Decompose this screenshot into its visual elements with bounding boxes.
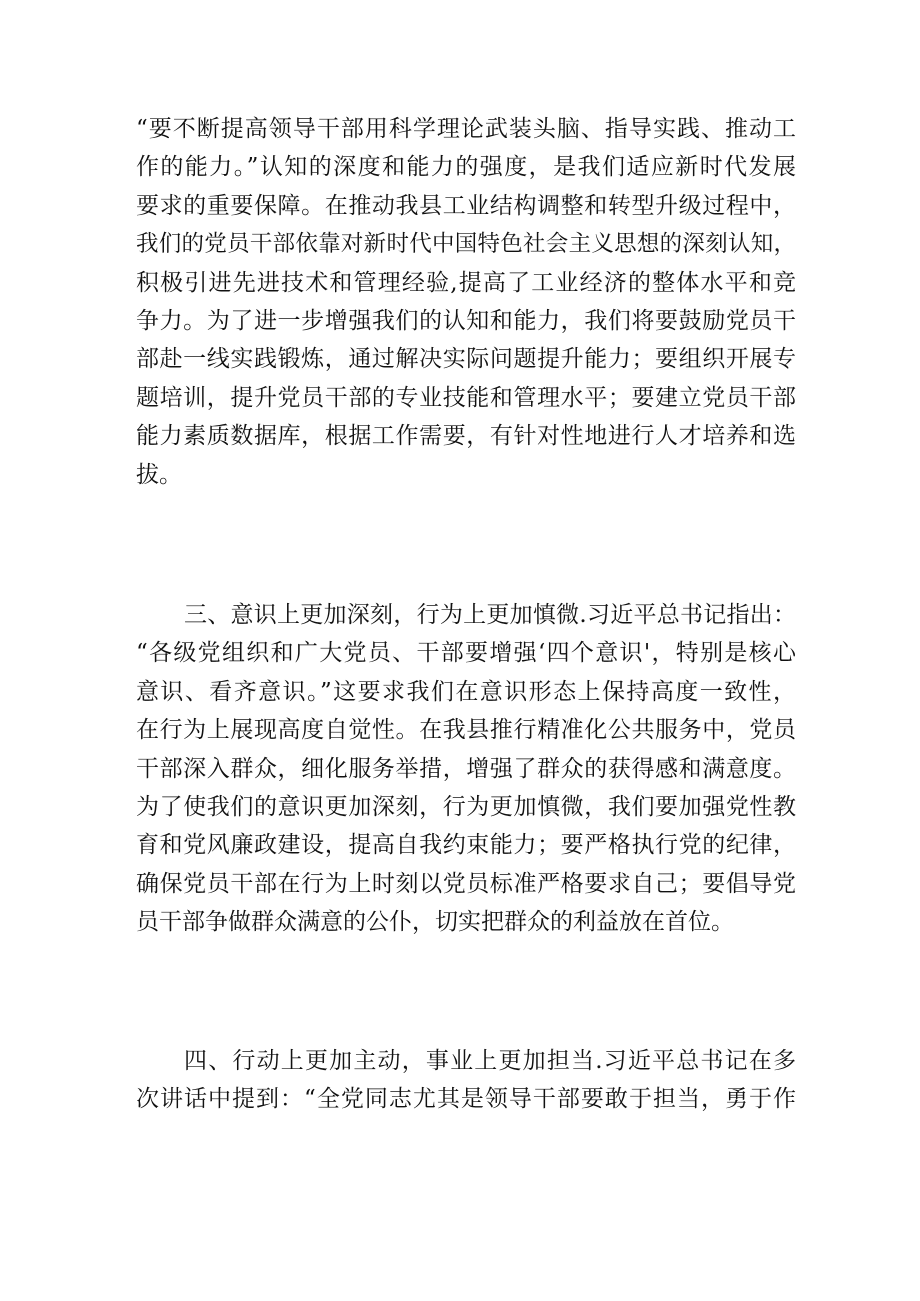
text-line: 次讲话中提到：“全党同志尤其是领导干部要敢于担当，勇于作 — [136, 1086, 796, 1113]
text-line: 作的能力。”认知的深度和能力的强度，是我们适应新时代发展 — [136, 154, 796, 181]
text-line: 要求的重要保障。在推动我县工业结构调整和转型升级过程中， — [136, 192, 796, 219]
paragraph-1 — [136, 110, 796, 494]
text-line: “各级党组织和广大党员、干部要增强‘四个意识'，特别是核心 — [136, 640, 796, 667]
text-line: 题培训，提升党员干部的专业技能和管理水平；要建立党员干部 — [136, 384, 796, 411]
paragraph-3 — [136, 1042, 796, 1119]
text-line: 三、意识上更加深刻，行为上更加慎微.习近平总书记指出： — [184, 602, 796, 628]
text-line: 积极引进先进技术和管理经验,提高了工业经济的整体水平和竞 — [136, 269, 796, 296]
text-line: “要不断提高领导干部用科学理论武装头脑、指导实践、推动工 — [136, 116, 796, 142]
text-line: 拔。 — [136, 461, 182, 488]
text-line: 部赴一线实践锻炼，通过解决实际问题提升能力；要组织开展专 — [136, 346, 796, 373]
text-line: 意识、看齐意识。”这要求我们在意识形态上保持高度一致性， — [136, 678, 796, 705]
text-line: 争力。为了进一步增强我们的认知和能力，我们将要鼓励党员干 — [136, 307, 796, 334]
paragraph-2 — [136, 596, 796, 942]
text-line: 育和党风廉政建设，提高自我约束能力；要严格执行党的纪律， — [136, 832, 796, 859]
text-line: 能力素质数据库，根据工作需要，有针对性地进行人才培养和选 — [136, 423, 796, 450]
text-line: 四、行动上更加主动，事业上更加担当.习近平总书记在多 — [184, 1048, 796, 1074]
text-line: 我们的党员干部依靠对新时代中国特色社会主义思想的深刻认知， — [136, 231, 796, 258]
text-line: 在行为上展现高度自觉性。在我县推行精准化公共服务中，党员 — [136, 717, 796, 744]
text-line: 干部深入群众，细化服务举措，增强了群众的获得感和满意度。 — [136, 755, 796, 782]
text-line: 员干部争做群众满意的公仆，切实把群众的利益放在首位。 — [136, 909, 734, 936]
text-line: 确保党员干部在行为上时刻以党员标准严格要求自己；要倡导党 — [136, 870, 796, 897]
text-line: 为了使我们的意识更加深刻，行为更加慎微，我们要加强党性教 — [136, 793, 796, 820]
